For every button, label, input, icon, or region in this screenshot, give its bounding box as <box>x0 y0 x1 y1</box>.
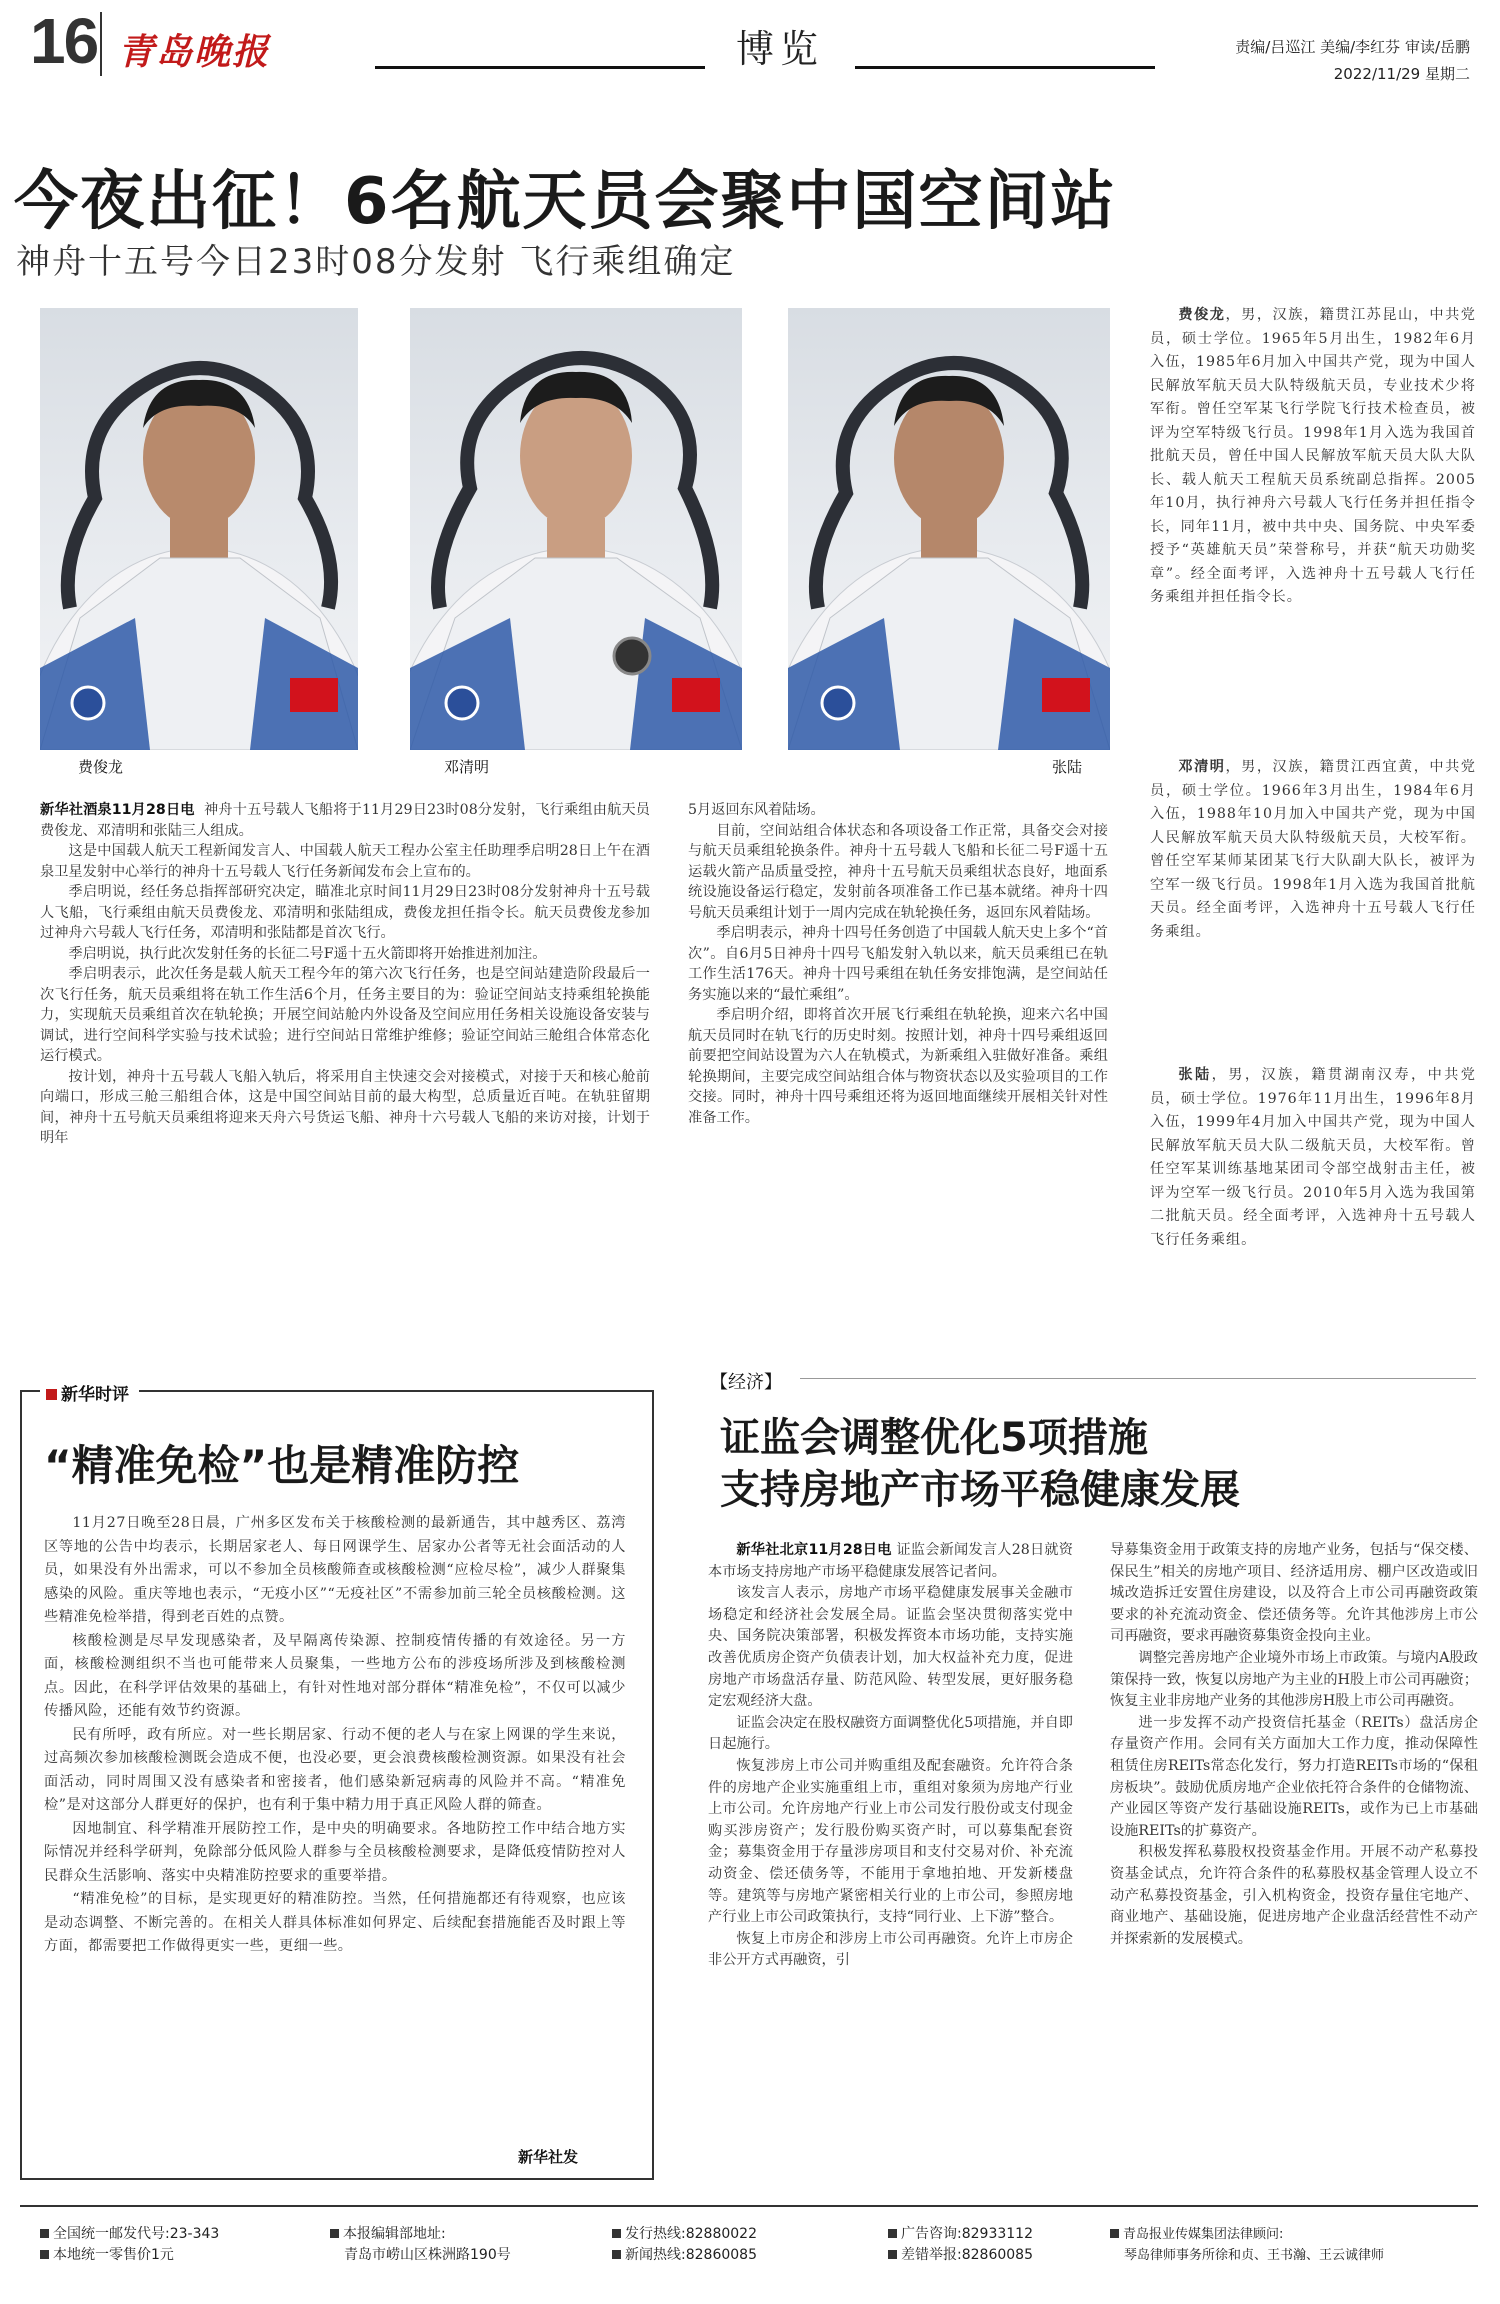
paragraph: 季启明说，经任务总指挥部研究决定，瞄准北京时间11月29日23时08分发射神舟十五号载人飞船，飞行乘组由航天员费俊龙、邓清明和张陆组成，费俊龙担任指令长。航天员费俊龙参加过神舟六号载人飞行任务，邓清明和张陆都是首次飞行。 <box>40 884 650 941</box>
bio-text: ，男，汉族，籍贯湖南汉寿，中共党员，硕士学位。1976年11月出生，1996年8月入伍，1999年4月加入中国共产党，现为中国人民解放军航天员大队二级航天员，大校军衔。曾任空军某训练基地某团司令部空战射击主任，被评为空军一级飞行员。2010年5月入选为我国第二批航天员。经全面考评，入选神舟十五号载人飞行任务乘组。 <box>1150 1067 1476 1248</box>
dateline: 新华社酒泉11月28日电 <box>40 802 195 818</box>
paragraph: 季启明表示，神舟十四号任务创造了中国载人航天史上多个“首次”。自6月5日神舟十四号飞船发射入轨以来，航天员乘组已在轨工作生活176天。神舟十四号乘组在轨任务安排饱满，是空间站任务实施以来的“最忙乘组”。 <box>688 925 1108 1003</box>
economy-headline-line-2: 支持房地产市场平稳健康发展 <box>720 1467 1240 1513</box>
mission-patch-icon <box>822 687 854 719</box>
header-rule-right <box>855 66 1155 69</box>
main-subheadline: 神舟十五号今日23时08分发射 飞行乘组确定 <box>16 242 736 282</box>
paragraph: 导募集资金用于政策支持的房地产业务，包括与“保交楼、保民生”相关的房地产项目、经济适用房、棚户区改造或旧城改造拆迁安置住房建设，以及符合上市公司再融资政策要求的补充流动资金、偿还债务等。允许其他涉房上市公司再融资，要求再融资募集资金投向主业。 <box>1110 1542 1478 1645</box>
footer-line: 琴岛律师事务所徐和贞、王书瀚、王云诚律师 <box>1124 2248 1385 2263</box>
paragraph: 11月27日晚至28日晨，广州多区发布关于核酸检测的最新通告，其中越秀区、荔湾区等地的公告中均表示，长期居家老人、每日网课学生、居家办公者等无社会面活动的人员，如果没有外出需求，可以不参加全员核酸筛查或核酸检测“应检尽检”，减少人群聚集感染的风险。重庆等地也表示，“无疫小区”“无疫社区”不需参加前三轮全员核酸检测。这些精准免检举措，得到老百姓的点赞。 <box>44 1515 626 1625</box>
bio-deng-qingming <box>1150 756 1476 1016</box>
bio-zhang-lu <box>1150 1064 1476 1324</box>
footer-item-postal <box>40 2224 219 2266</box>
page-number-divider <box>100 12 102 76</box>
paragraph: 这是中国载人航天工程新闻发言人、中国载人航天工程办公室主任助理季启明28日上午在酒泉卫星发射中心举行的神舟十五号载人飞行任务新闻发布会上宣布的。 <box>40 843 650 880</box>
footer-line: 发行热线:82880022 <box>625 2226 757 2242</box>
commentary-body <box>44 1512 626 2148</box>
paragraph: 神舟十五号载人飞船将于11月29日23时08分发射，飞行乘组由航天员费俊龙、邓清明和张陆三人组成。 <box>40 802 650 839</box>
chinese-flag-icon <box>290 678 338 712</box>
main-story-column-2 <box>688 800 1108 1320</box>
helmet-ring-icon <box>614 638 650 674</box>
footer-line: 广告咨询:82933112 <box>901 2226 1033 2242</box>
paragraph: 进一步发挥不动产投资信托基金（REITs）盘活房企存量资产作用。会同有关方面加大工作力度，推动保障性租赁住房REITs常态化发行，努力打造REITs市场的“保租房板块”。鼓励优质房地产企业依托符合条件的仓储物流、产业园区等资产发行基础设施REITs，或作为已上市基础设施REITs的扩募资产。 <box>1110 1714 1478 1839</box>
section-title: 博览 <box>735 27 824 71</box>
editor-credits <box>1160 36 1470 84</box>
footer-line: 本地统一零售价1元 <box>53 2247 174 2263</box>
paragraph: 证监会新闻发言人28日就资本市场支持房地产市场平稳健康发展答记者问。 <box>708 1542 1073 1580</box>
footer-item-legal <box>1110 2224 1384 2266</box>
astronaut-figure-icon <box>788 308 1110 750</box>
economy-column-2 <box>1110 1540 1478 2180</box>
bio-text: ，男，汉族，籍贯江西宜黄，中共党员，硕士学位。1966年3月出生，1984年6月入伍，1988年10月加入中国共产党，现为中国人民解放军航天员大队特级航天员，大校军衔。曾任空军某师某团某飞行大队副大队长，被评为空军一级飞行员。1998年1月入选为我国首批航天员。经全面考评，入选神舟十五号载人飞行任务乘组。 <box>1150 759 1476 940</box>
main-headline: 今夜出征！6名航天员会聚中国空间站 <box>14 165 1117 239</box>
commentary-byline: 新华社发 <box>518 2148 579 2166</box>
footer-line: 青岛市崂山区株洲路190号 <box>344 2247 511 2263</box>
astronaut-photo-deng-qingming <box>410 308 742 750</box>
bio-name: 费俊龙 <box>1178 307 1226 323</box>
footer-item-address <box>330 2224 511 2266</box>
page-number: 16 <box>30 5 98 77</box>
commentary-tag-label: 新华时评 <box>61 1385 129 1405</box>
issue-date: 2022/11/29 星期二 <box>1333 65 1470 83</box>
economy-column-1 <box>708 1540 1073 2180</box>
paragraph: 核酸检测是尽早发现感染者，及早隔离传染源、控制疫情传播的有效途径。另一方面，核酸检测组织不当也可能带来人员聚集，一些地方公布的涉疫场所涉及到核酸检测点。因此，在科学评估效果的基础上，有针对性地对部分群体“精准免检”，不仅可以减少传播风险，还能有效节约资源。 <box>44 1632 626 1719</box>
paragraph: 季启明说，执行此次发射任务的长征二号F遥十五火箭即将开始推进剂加注。 <box>68 945 547 962</box>
main-story-column-1 <box>40 800 650 1320</box>
astronaut-figure-icon <box>410 308 742 750</box>
paragraph: 因地制宜、科学精准开展防控工作，是中央的明确要求。各地防控工作中结合地方实际情况并经科学研判，免除部分低风险人群参与全员核酸检测要求，是降低疫情防控对人民群众生活影响、落实中央精准防控要求的重要举措。 <box>44 1820 626 1884</box>
footer-line: 全国统一邮发代号:23-343 <box>53 2226 220 2242</box>
newspaper-masthead: 青岛晚报 <box>118 31 271 73</box>
paragraph: 恢复涉房上市公司并购重组及配套融资。允许符合条件的房地产企业实施重组上市，重组对象须为房地产行业上市公司。允许房地产行业上市公司发行股份或支付现金购买涉房资产；发行股份购买资产时，可以募集配套资金；募集资金用于存量涉房项目和支付交易对价、补充流动资金、偿还债务等，不能用于拿地拍地、开发新楼盘等。建筑等与房地产紧密相关行业的上市公司，参照房地产行业上市公司政策执行，支持“同行业、上下游”整合。 <box>708 1757 1073 1926</box>
paragraph: 5月返回东风着陆场。 <box>688 802 825 818</box>
paragraph: 积极发挥私募股权投资基金作用。开展不动产私募投资基金试点，允许符合条件的私募股权基金管理人设立不动产私募投资基金，引入机构资金，投资存量住宅地产、商业地产、基础设施，促进房地产企业盘活经营性不动产并探索新的发展模式。 <box>1110 1844 1478 1947</box>
photo-caption-3: 张陆 <box>1052 758 1083 776</box>
footer-rule <box>20 2205 1478 2207</box>
footer-line: 青岛报业传媒集团法律顾问: <box>1123 2227 1284 2242</box>
editor-names: 责编/吕巡江 美编/李红芬 审读/岳鹏 <box>1235 38 1470 56</box>
chinese-flag-icon <box>672 678 720 712</box>
photo-caption-1: 费俊龙 <box>78 758 124 776</box>
astronaut-figure-icon <box>40 308 358 750</box>
photo-caption-2: 邓清明 <box>444 758 490 776</box>
chinese-flag-icon <box>1042 678 1090 712</box>
bio-fei-junlong <box>1150 304 1476 724</box>
footer-item-hotlines <box>612 2224 757 2266</box>
footer-line: 新闻热线:82860085 <box>625 2247 757 2263</box>
economy-rule <box>800 1378 1476 1379</box>
mission-patch-icon <box>446 687 478 719</box>
paragraph: 证监会决定在股权融资方面调整优化5项措施，并自即日起施行。 <box>708 1714 1073 1753</box>
paragraph: 民有所呼，政有所应。对一些长期居家、行动不便的老人与在家上网课的学生来说，过高频次参加核酸检测既会造成不便，也没必要，更会浪费核酸检测资源。如果没有社会面活动，同时周围又没有感染者和密接者，他们感染新冠病毒的风险并不高。“精准免检”是对这部分人群更好的保护，也有利于集中精力用于真正风险人群的筛查。 <box>44 1726 626 1813</box>
astronaut-photo-zhang-lu <box>788 308 1110 750</box>
commentary-tag <box>40 1380 139 1405</box>
footer-item-ads <box>888 2224 1033 2266</box>
paragraph: 目前，空间站组合体状态和各项设备工作正常，具备交会对接与航天员乘组轮换条件。神舟十五号载人飞船和长征二号F遥十五运载火箭产品质量受控，神舟十五号航天员乘组状态良好，地面系统设施设备运行稳定，发射前各项准备工作已基本就绪。神舟十四号航天员乘组计划于一周内完成在轨轮换任务，返回东风着陆场。 <box>688 822 1108 921</box>
footer-line: 本报编辑部地址: <box>343 2226 446 2242</box>
paragraph: 恢复上市房企和涉房上市公司再融资。允许上市房企非公开方式再融资，引 <box>708 1930 1073 1969</box>
red-square-bullet-icon <box>46 1389 57 1400</box>
mission-patch-icon <box>72 687 104 719</box>
bio-name: 张陆 <box>1178 1067 1212 1083</box>
header-rule-left <box>375 66 705 69</box>
footer-line: 差错举报:82860085 <box>901 2247 1033 2263</box>
astronaut-photo-fei-junlong <box>40 308 358 750</box>
paragraph: “精准免检”的目标，是实现更好的精准防控。当然，任何措施都还有待观察，也应该是动态调整、不断完善的。在相关人群具体标准如何界定、后续配套措施能否及时跟上等方面，都需要把工作做得更实一些，更细一些。 <box>44 1891 626 1954</box>
paragraph: 按计划，神舟十五号载人飞船入轨后，将采用自主快速交会对接模式，对接于天和核心舱前向端口，形成三舱三船组合体，这是中国空间站目前的最大构型，总质量近百吨。在轨驻留期间，神舟十五号航天员乘组将迎来天舟六号货运飞船、神舟十六号载人飞船的来访对接，计划于明年 <box>40 1068 650 1146</box>
commentary-headline: “精准免检”也是精准防控 <box>44 1441 520 1490</box>
bio-text: ，男，汉族，籍贯江苏昆山，中共党员，硕士学位。1965年5月出生，1982年6月入伍，1985年6月加入中国共产党，现为中国人民解放军航天员大队特级航天员，专业技术少将军衔。曾任空军某飞行学院飞行技术检查员，被评为空军特级飞行员。1998年1月入选为我国首批航天员，曾任中国人民解放军航天员大队大队长、载人航天工程航天员系统副总指挥。2005年10月，执行神舟六号载人飞行任务并担任指令长，同年11月，被中共中央、国务院、中央军委授予“英雄航天员”荣誉称号，并获“航天功勋奖章”。经全面考评，入选神舟十五号载人飞行任务乘组并担任指令长。 <box>1150 307 1476 605</box>
bio-name: 邓清明 <box>1178 759 1226 775</box>
economy-tag: 【经济】 <box>710 1372 782 1393</box>
paragraph: 该发言人表示，房地产市场平稳健康发展事关金融市场稳定和经济社会发展全局。证监会坚决贯彻落实党中央、国务院决策部署，积极发挥资本市场功能，支持实施改善优质房企资产负债表计划，加大权益补充力度，促进房地产市场盘活存量、防范风险、转型发展，更好服务稳定宏观经济大盘。 <box>708 1585 1073 1710</box>
paragraph: 调整完善房地产企业境外市场上市政策。与境内A股政策保持一致，恢复以房地产为主业的H股上市公司再融资；恢复主业非房地产业务的其他涉房H股上市公司再融资。 <box>1110 1649 1478 1710</box>
paragraph: 季启明介绍，即将首次开展飞行乘组在轨轮换，迎来六名中国航天员同时在轨飞行的历史时刻。按照计划，神舟十四号乘组返回前要把空间站设置为六人在轨模式，为新乘组入驻做好准备。乘组轮换期间，主要完成空间站组合体与物资状态以及实验项目的工作交接。同时，神舟十四号乘组还将为返回地面继续开展相关针对性准备工作。 <box>688 1007 1108 1126</box>
paragraph: 季启明表示，此次任务是载人航天工程今年的第六次飞行任务，也是空间站建造阶段最后一次飞行任务，航天员乘组将在轨工作生活6个月，任务主要目的为：验证空间站支持乘组轮换能力，实现航天员乘组首次在轨轮换；开展空间站舱内外设备及空间应用任务相关设施设备安装与调试，进行空间科学实验与技术试验；进行空间站日常维护维修；验证空间站三舱组合体常态化运行模式。 <box>40 966 650 1064</box>
economy-headline-line-1: 证监会调整优化5项措施 <box>720 1415 1148 1461</box>
dateline: 新华社北京11月28日电 <box>736 1542 892 1558</box>
